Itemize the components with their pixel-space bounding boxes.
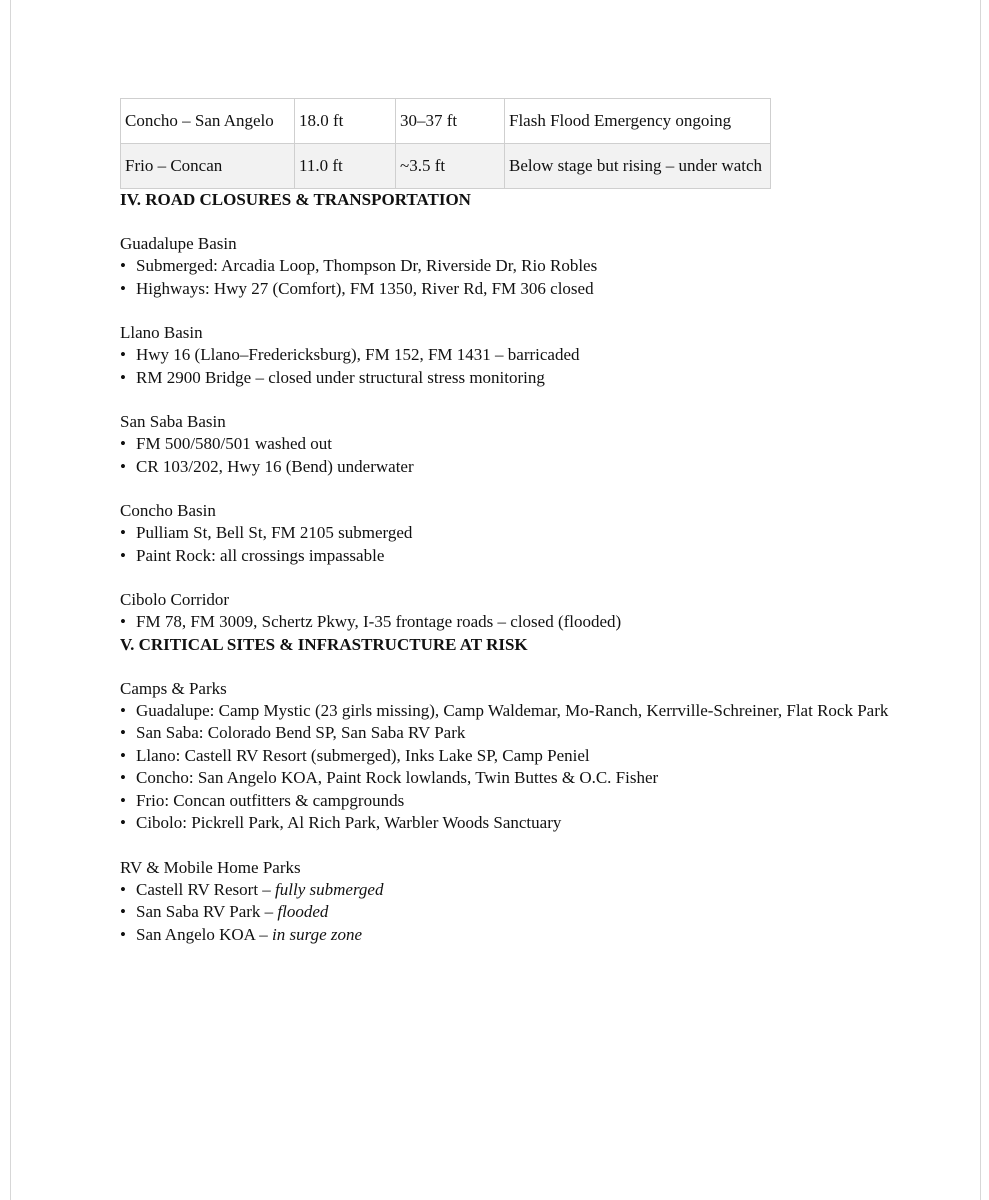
group-title: Cibolo Corridor (120, 590, 230, 609)
list-item: • CR 103/202, Hwy 16 (Bend) underwater (120, 456, 920, 479)
bullet-list (120, 611, 920, 634)
rv-parks-group (120, 857, 920, 947)
park-status-note: flooded (277, 902, 329, 921)
current-level-cell: ~3.5 ft (396, 144, 505, 189)
group-title: San Saba Basin (120, 412, 226, 431)
park-status-note: fully submerged (275, 879, 384, 899)
road-group-guadalupe (120, 233, 920, 300)
list-item: • San Saba: Colorado Bend SP, San Saba RV Park (120, 722, 920, 745)
group-title: Concho Basin (120, 501, 216, 520)
river-cell: Concho – San Angelo (121, 99, 295, 144)
list-item (120, 879, 920, 902)
flood-stage-cell: 18.0 ft (295, 99, 396, 144)
camps-parks-group (120, 678, 920, 835)
bullet-list (120, 700, 920, 835)
park-name: San Angelo KOA – (136, 924, 272, 944)
list-item: • Concho: San Angelo KOA, Paint Rock lowlands, Twin Buttes & O.C. Fisher (120, 767, 920, 790)
list-item (120, 924, 920, 947)
current-level-cell: 30–37 ft (396, 99, 505, 144)
river-gauge-table (120, 98, 771, 189)
status-cell: Flash Flood Emergency ongoing (505, 99, 771, 144)
list-item: • Guadalupe: Camp Mystic (23 girls missing), Camp Waldemar, Mo-Ranch, Kerrville-Schreiner, Flat Rock Park (120, 700, 920, 723)
list-item: • Paint Rock: all crossings impassable (120, 545, 920, 568)
list-item: • RM 2900 Bridge – closed under structural stress monitoring (120, 367, 920, 390)
section-heading-critical-sites: V. CRITICAL SITES & INFRASTRUCTURE AT RISK (120, 634, 528, 654)
group-title: Guadalupe Basin (120, 234, 237, 253)
list-item: • Highways: Hwy 27 (Comfort), FM 1350, River Rd, FM 306 closed (120, 278, 920, 301)
table-row (121, 144, 771, 189)
list-item: • Pulliam St, Bell St, FM 2105 submerged (120, 522, 920, 545)
list-item (120, 901, 920, 924)
list-item: • Frio: Concan outfitters & campgrounds (120, 790, 920, 813)
road-group-san-saba (120, 411, 920, 478)
road-group-cibolo (120, 589, 920, 634)
bullet-list (120, 879, 920, 947)
park-name: Castell RV Resort – (136, 879, 276, 899)
bullet-list (120, 522, 920, 567)
status-cell: Below stage but rising – under watch (505, 144, 771, 189)
park-name: San Saba RV Park – (136, 902, 278, 921)
park-status-note: in surge zone (272, 924, 363, 944)
group-title: Llano Basin (120, 323, 203, 342)
bullet-list (120, 433, 920, 478)
group-title: RV & Mobile Home Parks (120, 857, 301, 877)
list-item: • FM 78, FM 3009, Schertz Pkwy, I-35 frontage roads – closed (flooded) (120, 611, 920, 634)
road-group-concho (120, 500, 920, 567)
road-group-llano (120, 322, 920, 389)
list-item: • Submerged: Arcadia Loop, Thompson Dr, Riverside Dr, Rio Robles (120, 255, 920, 278)
group-title: Camps & Parks (120, 678, 227, 698)
list-item: • FM 500/580/501 washed out (120, 433, 920, 456)
bullet-list (120, 344, 920, 389)
flood-stage-cell: 11.0 ft (295, 144, 396, 189)
river-cell: Frio – Concan (121, 144, 295, 189)
bullet-list (120, 255, 920, 300)
document-page (120, 98, 920, 946)
list-item: • Llano: Castell RV Resort (submerged), Inks Lake SP, Camp Peniel (120, 745, 920, 768)
table-row (121, 99, 771, 144)
list-item: • Hwy 16 (Llano–Fredericksburg), FM 152, FM 1431 – barricaded (120, 344, 920, 367)
list-item: • Cibolo: Pickrell Park, Al Rich Park, Warbler Woods Sanctuary (120, 812, 920, 835)
section-heading-road-closures: IV. ROAD CLOSURES & TRANSPORTATION (120, 190, 471, 209)
